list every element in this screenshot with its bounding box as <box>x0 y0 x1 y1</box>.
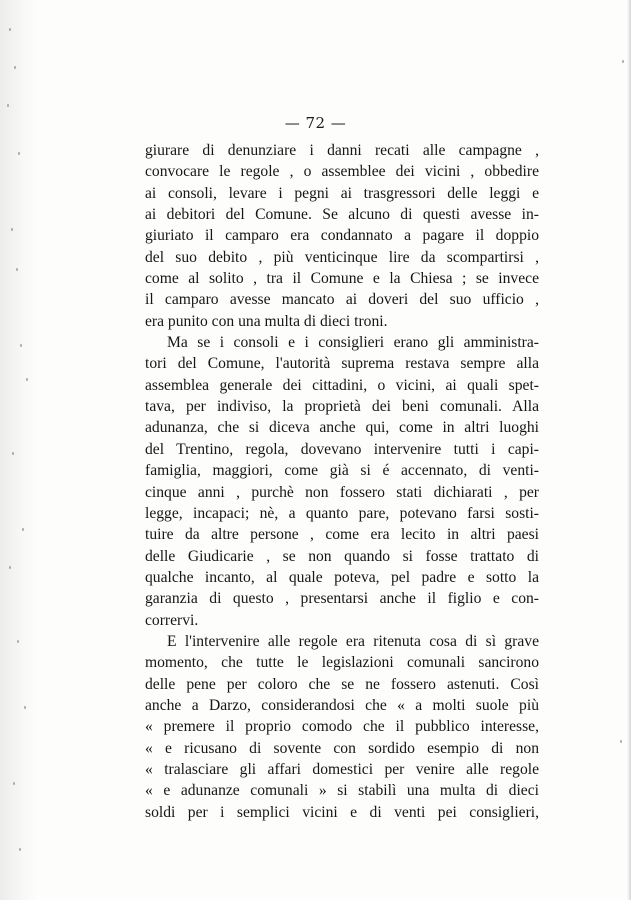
text-line: delle Giudicarie , se non quando si fosse trattato di <box>145 547 539 565</box>
text-line: giurare di denunziare i danni recati alle campagne , <box>145 142 539 159</box>
scan-speck <box>622 60 624 63</box>
text-line: anche a Darzo, considerandosi che « a molti suole più <box>145 696 539 714</box>
text-line: delle pene per coloro che se ne fossero astenuti. Così <box>145 675 539 693</box>
text-line: il camparo avesse mancato ai doveri del suo ufficio , <box>145 291 539 309</box>
scan-speck <box>12 452 14 455</box>
text-line: corrervi. <box>145 611 199 629</box>
text-line: era punito con una multa di dieci troni. <box>145 312 388 330</box>
gutter-shadow <box>0 0 38 900</box>
text-line: del Trentino, regola, dovevano intervenire tutti i capi- <box>145 440 539 458</box>
text-line: adunanza, che si diceva anche qui, come in altri luoghi <box>145 419 539 437</box>
scan-speck <box>620 740 622 743</box>
paragraph-first-line: Ma se i consoli e i consiglieri erano gli amministra- <box>167 334 539 352</box>
text-line: convocare le regole , o assemblee dei vicini , obbedire <box>145 163 539 181</box>
scan-speck <box>26 378 28 381</box>
scan-speck <box>18 152 20 155</box>
text-line: ai debitori del Comune. Se alcuno di questi avesse in- <box>145 206 539 224</box>
scan-speck <box>16 268 18 271</box>
text-line: « tralasciare gli affari domestici per venire alle regole <box>145 760 539 778</box>
body-text <box>145 140 539 823</box>
scan-speck <box>13 782 15 785</box>
text-line: giuriato il camparo era condannato a pagare il doppio <box>145 227 539 245</box>
scan-speck <box>11 228 13 231</box>
scan-speck <box>14 66 16 69</box>
text-line: « e ricusano di sovente con sordido esempio di non <box>145 739 539 757</box>
text-line: tuire da altre persone , come era lecito in altri paesi <box>145 526 539 544</box>
scan-speck <box>22 528 24 531</box>
text-line: del suo debito , più venticinque lire da scompartirsi , <box>145 248 539 266</box>
page-number: — 72 — <box>284 114 347 132</box>
text-line: tori del Comune, l'autorità suprema restava sempre alla <box>145 355 539 373</box>
scan-speck <box>19 848 21 851</box>
text-line: cinque anni , purchè non fossero stati dichiarati , per <box>145 483 539 501</box>
text-line: come al solito , tra il Comune e la Chiesa ; se invece <box>145 270 539 288</box>
text-line: soldi per i semplici vicini e di venti pei consiglieri, <box>145 803 539 821</box>
text-line: ai consoli, levare i pegni ai trasgressori delle leggi e <box>145 184 539 202</box>
text-line: momento, che tutte le legislazioni comunali sancirono <box>145 654 539 672</box>
page-edge <box>627 0 631 900</box>
text-line: « premere il proprio comodo che il pubblico interesse, <box>145 718 539 736</box>
paragraph-first-line: E l'intervenire alle regole era ritenuta cosa di sì grave <box>167 632 539 650</box>
scan-speck <box>7 104 9 107</box>
scan-speck <box>24 706 26 709</box>
text-line: qualche incanto, al quale poteva, pel padre e sotto la <box>145 568 539 586</box>
scan-speck <box>20 344 22 347</box>
text-line: legge, incapaci; nè, a quanto pare, potevano farsi sosti- <box>145 504 539 522</box>
text-line: garanzia di questo , presentarsi anche il figlio e con- <box>145 590 539 608</box>
text-line: « e adunanze comunali » si stabilì una multa di dieci <box>145 782 539 800</box>
scan-speck <box>9 28 11 31</box>
text-line: assemblea generale dei cittadini, o vicini, ai quali spet- <box>145 376 539 394</box>
text-line: tava, per indiviso, la proprietà dei beni comunali. Alla <box>145 398 539 416</box>
text-line: famiglia, maggiori, come già si é accennato, di venti- <box>145 462 539 480</box>
scan-speck <box>17 640 19 643</box>
scan-speck <box>9 566 11 569</box>
